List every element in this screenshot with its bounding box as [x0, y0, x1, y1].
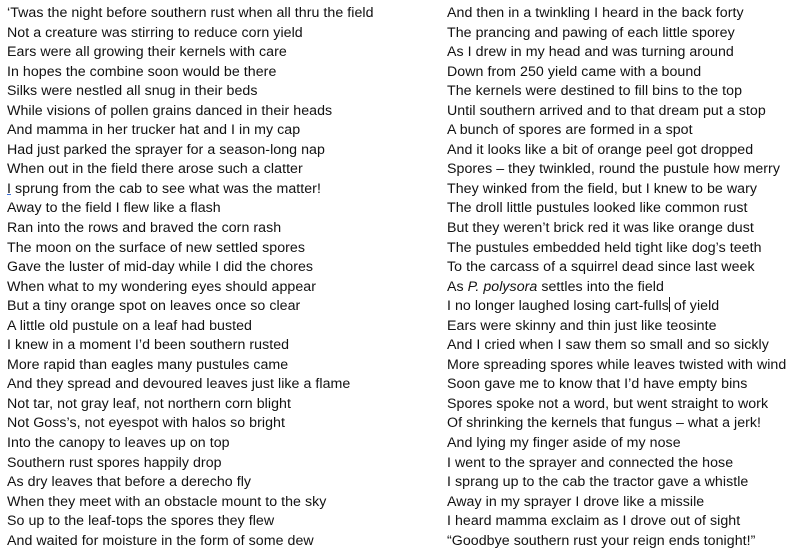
poem-line: Not tar, not gray leaf, not northern corn blight: [7, 395, 291, 412]
poem-line: A little old pustule on a leaf had busted: [7, 317, 252, 334]
poem-line: Southern rust spores happily drop: [7, 454, 222, 471]
poem-line-text: I no longer laughed losing cart-fulls: [447, 298, 669, 315]
poem-line: A bunch of spores are formed in a spot: [447, 122, 693, 139]
poem-line: Silks were nestled all snug in their beds: [7, 83, 258, 100]
poem-line-text: sprung from the cab to see what was the matter!: [11, 180, 321, 197]
poem-line: And mamma in her trucker hat and I in my cap: [7, 122, 301, 139]
poem-line: More rapid than eagles many pustules came: [7, 356, 289, 373]
poem-line: Spores spoke not a word, but went straight to work: [447, 395, 769, 412]
poem-line: But they weren’t brick red it was like orange dust: [447, 220, 754, 237]
poem-line-with-caret[interactable]: [447, 297, 805, 317]
poem-line: Away in my sprayer I drove like a missile: [447, 493, 705, 510]
poem-line: When what to my wondering eyes should appear: [7, 278, 316, 295]
poem-line-text: of yield: [669, 298, 720, 315]
poem-line: And waited for moisture in the form of some dew: [7, 532, 314, 549]
poem-line: I went to the sprayer and connected the hose: [447, 454, 734, 471]
poem-line: Had just parked the sprayer for a season-long nap: [7, 141, 325, 158]
poem-line: Away to the field I flew like a flash: [7, 200, 221, 217]
poem-line: The moon on the surface of new settled spores: [7, 239, 305, 256]
poem-line: I sprang up to the cab the tractor gave a whistle: [447, 474, 749, 491]
poem-line: ‘Twas the night before southern rust when all thru the field: [7, 5, 374, 21]
poem-line-text: settles into the field: [537, 278, 664, 295]
poem-line: And then in a twinkling I heard in the back forty: [447, 5, 744, 21]
poem-line: And lying my finger aside of my nose: [447, 435, 681, 452]
poem-line: Of shrinking the kernels that fungus – what a jerk!: [447, 415, 762, 432]
poem-line: Not Goss’s, not eyespot with halos so bright: [7, 415, 285, 432]
poem-line: While visions of pollen grains danced in their heads: [7, 102, 333, 119]
poem-line: Ears were skinny and thin just like teosinte: [447, 317, 717, 334]
poem-line: As I drew in my head and was turning around: [447, 44, 734, 61]
poem-line: I knew in a moment I’d been southern rusted: [7, 337, 290, 354]
poem-line: As dry leaves that before a derecho fly: [7, 474, 252, 491]
poem-line: Ears were all growing their kernels with care: [7, 44, 287, 61]
poem-line: And it looks like a bit of orange peel got dropped: [447, 141, 754, 158]
poem-line: So up to the leaf-tops the spores they flew: [7, 513, 275, 530]
poem-line: And they spread and devoured leaves just like a flame: [7, 376, 351, 393]
poem-line-with-italic: [447, 278, 805, 298]
poem-line-text: As: [447, 278, 468, 295]
poem-line: The pustules embedded held tight like dog’s teeth: [447, 239, 762, 256]
poem-line: Spores – they twinkled, round the pustule how merry: [447, 161, 780, 178]
poem-line: Soon gave me to know that I’d have empty bins: [447, 376, 748, 393]
poem-line: The kernels were destined to fill bins to the top: [447, 83, 743, 100]
poem-line: Until southern arrived and to that dream put a stop: [447, 102, 766, 119]
poem-line: Into the canopy to leaves up on top: [7, 435, 230, 452]
poem-line: When out in the field there arose such a clatter: [7, 161, 303, 178]
poem-line: “Goodbye southern rust your reign ends tonight!”: [447, 532, 756, 549]
poem-line: The droll little pustules looked like common rust: [447, 200, 748, 217]
spellcheck-underlined-char[interactable]: I: [7, 180, 11, 197]
poem-line: The prancing and pawing of each little sporey: [447, 24, 735, 41]
poem-line: More spreading spores while leaves twisted with wind: [447, 356, 787, 373]
species-name-italic: P. polysora: [467, 278, 538, 295]
poem-line: To the carcass of a squirrel dead since last week: [447, 259, 755, 276]
poem-line: Not a creature was stirring to reduce corn yield: [7, 24, 303, 41]
poem-line: In hopes the combine soon would be there: [7, 63, 277, 80]
poem-right-column: [447, 4, 805, 551]
poem-line: Ran into the rows and braved the corn rash: [7, 220, 282, 237]
poem-line: When they meet with an obstacle mount to the sky: [7, 493, 327, 510]
poem-line: They winked from the field, but I knew to be wary: [447, 180, 757, 197]
poem-line: Down from 250 yield came with a bound: [447, 63, 702, 80]
poem-line: I heard mamma exclaim as I drove out of sight: [447, 513, 741, 530]
poem-line: Gave the luster of mid-day while I did the chores: [7, 259, 314, 276]
poem-line: But a tiny orange spot on leaves once so clear: [7, 298, 301, 315]
poem-line: And I cried when I saw them so small and so sickly: [447, 337, 769, 354]
poem-line-with-spellcheck-mark: [7, 180, 432, 200]
poem-left-column: [7, 4, 432, 551]
